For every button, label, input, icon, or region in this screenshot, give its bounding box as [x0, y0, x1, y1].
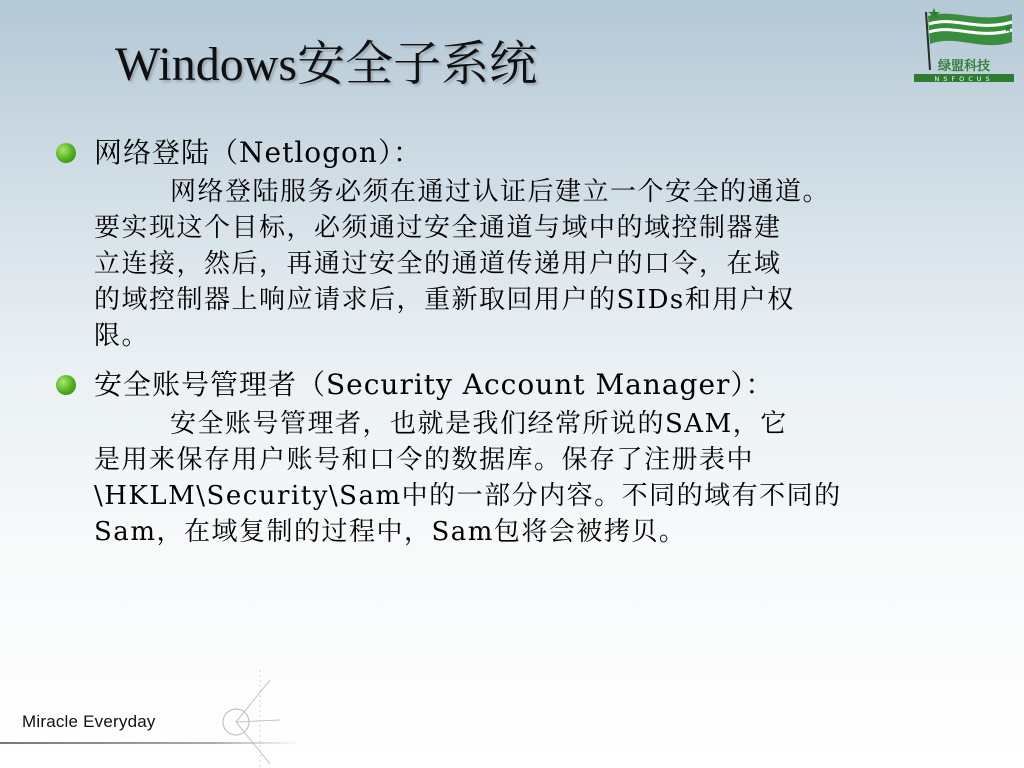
- slide-title: Windows安全子系统: [115, 38, 538, 91]
- sam-paragraph: [94, 406, 954, 550]
- paragraph-line: 立连接，然后，再通过安全的通道传递用户的口令，在域: [94, 249, 782, 279]
- paragraph-line: \HKLM\Security\Sam中的一部分内容。不同的域有不同的: [94, 481, 842, 511]
- bullet-sam: [52, 364, 952, 406]
- nsfocus-logo: [908, 4, 1020, 84]
- decorative-target-graphic: [200, 670, 320, 768]
- paragraph-line: 的域控制器上响应请求后，重新取回用户的SIDs和用户权: [94, 285, 795, 315]
- bullet-heading: 网络登陆（Netlogon）：: [94, 136, 422, 169]
- bullet-heading: 安全账号管理者（Security Account Manager）：: [94, 368, 775, 401]
- paragraph-line: Sam，在域复制的过程中，Sam包将会被拷贝。: [94, 517, 687, 547]
- green-bullet-icon: [56, 143, 76, 163]
- bullet-netlogon: [52, 132, 952, 174]
- paragraph-line: 限。: [94, 321, 150, 351]
- logo-name: 绿盟科技: [937, 59, 991, 74]
- slide-content: [52, 132, 952, 560]
- green-bullet-icon: [56, 375, 76, 395]
- footer-divider: [0, 742, 300, 744]
- paragraph-line: 安全账号管理者，也就是我们经常所说的SAM，它: [170, 409, 788, 439]
- logo-subtext: NSFOCUS: [934, 75, 994, 83]
- paragraph-line: 要实现这个目标，必须通过安全通道与域中的域控制器建: [94, 213, 782, 243]
- netlogon-paragraph: [94, 174, 954, 354]
- paragraph-line: 网络登陆服务必须在通过认证后建立一个安全的通道。: [170, 177, 831, 207]
- paragraph-line: 是用来保存用户账号和口令的数据库。保存了注册表中: [94, 445, 755, 475]
- footer-brand: Miracle Everyday: [22, 712, 156, 731]
